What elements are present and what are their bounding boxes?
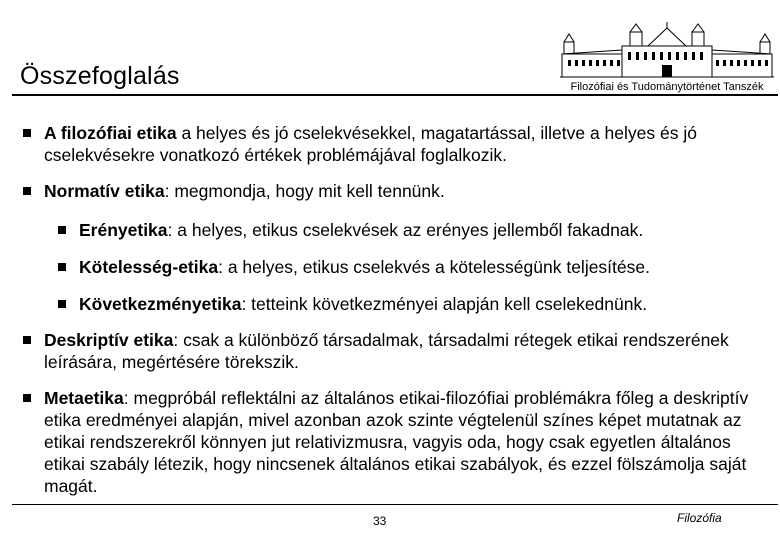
list-item (20, 387, 770, 497)
item-text: a helyes és jó cselekvésekkel, magatartással, illetve a helyes és jó cselekvésekre vonatkozó értékek problémájával foglalkozik. (44, 123, 697, 165)
square-bullet-icon (23, 336, 31, 344)
item-term: Deskriptív etika (44, 330, 174, 350)
item-text: : a helyes, etikus cselekvések az erényes jellemből fakadnak. (167, 220, 644, 240)
sub-list-item (55, 293, 770, 315)
department-logo (556, 20, 778, 92)
list-item (20, 329, 770, 373)
item-term: Normatív etika (44, 181, 165, 201)
footer-label: Filozófia (677, 511, 722, 525)
page-number: 33 (373, 514, 387, 528)
page-title: Összefoglalás (20, 62, 180, 90)
square-bullet-icon (58, 263, 66, 271)
title-divider (12, 94, 778, 96)
square-bullet-icon (58, 226, 66, 234)
university-building-icon (556, 20, 778, 80)
item-text: : megmondja, hogy mit kell tennünk. (164, 181, 445, 201)
logo-caption: Filozófiai és Tudománytörténet Tanszék (570, 81, 764, 93)
summary-list (20, 118, 770, 497)
item-text: : tetteink következményei alapján kell cselekednünk. (241, 294, 648, 314)
item-term: Következményetika (79, 294, 242, 314)
item-text: : megpróbál reflektálni az általános etikai-filozófiai problémákra főleg a deskriptív etika eredményei alapján, mivel azonban azok szinte végtelenül színes képet mutatnak az etikai rendszerekről könnyen jut relativizmusra, vagyis oda, hogy csak egyetlen általános etikai szabály létezik, hogy nincsenek általános etikai szabályok, és ezzel fölszámolja saját magát. (44, 388, 749, 496)
square-bullet-icon (23, 129, 31, 137)
square-bullet-icon (23, 187, 31, 195)
list-item (20, 122, 770, 166)
sub-list-item (55, 219, 770, 241)
item-text: : csak a különböző társadalmak, társadalmi rétegek etikai rendszerének leírására, megértésére törekszik. (44, 330, 729, 372)
item-term: A filozófiai etika (44, 123, 177, 143)
sub-list-item (55, 256, 770, 278)
footer-divider (12, 504, 778, 505)
list-item (20, 180, 770, 202)
square-bullet-icon (23, 394, 31, 402)
square-bullet-icon (58, 300, 66, 308)
item-term: Kötelesség-etika (79, 257, 219, 277)
item-term: Erényetika (79, 220, 168, 240)
item-text: : a helyes, etikus cselekvés a kötelességünk teljesítése. (218, 257, 650, 277)
item-term: Metaetika (44, 388, 124, 408)
